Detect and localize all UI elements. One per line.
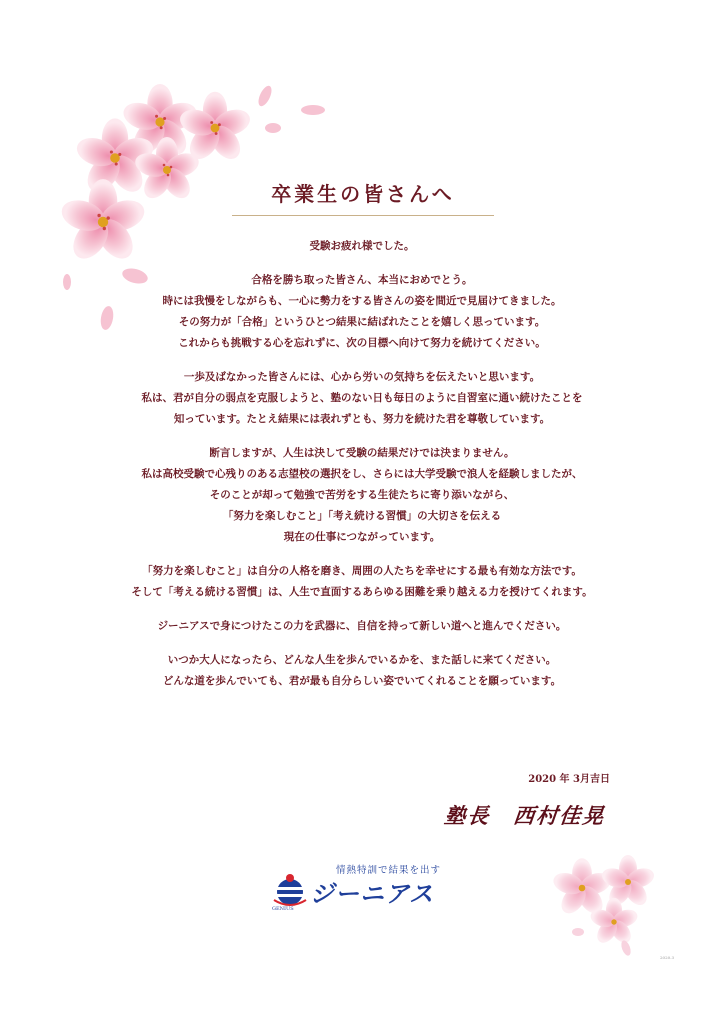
logo-subtext: GENIUS xyxy=(272,906,294,912)
paragraph xyxy=(70,650,654,692)
text-line: どんな道を歩んでいても、君が最も自分らしい姿でいてくれることを願っています。 xyxy=(162,675,562,687)
paragraph xyxy=(70,616,654,637)
blossom-flower xyxy=(600,855,657,909)
page-title: 卒業生の皆さんへ xyxy=(271,182,455,206)
signature: 塾長 西村佳晃 xyxy=(443,803,607,828)
genius-logo xyxy=(272,862,472,912)
cherry-blossom-decoration-bottom xyxy=(548,850,658,960)
blossom-petal xyxy=(572,928,584,936)
paragraph xyxy=(70,443,654,548)
text-line: 合格を勝ち取った皆さん、本当におめでとう。 xyxy=(251,274,473,286)
letter-date: 2020 年 3月吉日 xyxy=(528,774,610,785)
text-line: これからも挑戦する心を忘れずに、次の目標へ向けて努力を続けてください。 xyxy=(178,337,546,349)
logo-wordmark: ジーニアス xyxy=(310,880,435,908)
logo-emblem-icon xyxy=(272,870,308,910)
text-line: その努力が「合格」というひとつ結果に結ばれたことを嬉しく思っています。 xyxy=(178,316,546,328)
text-line: 私は高校受験で心残りのある志望校の選択をし、さらには大学受験で浪人を経験しましたが、 xyxy=(141,468,583,480)
text-line: 「努力を楽しむこと」「考え続ける習慣」の大切さを伝える xyxy=(222,510,502,522)
text-line: 断言しますが、人生は決して受験の結果だけでは決まりません。 xyxy=(209,447,515,459)
text-line: 現在の仕事につながっています。 xyxy=(283,531,441,543)
text-line: 受験お疲れ様でした。 xyxy=(309,240,415,252)
logo-tagline: 情熱特訓で結果を出す xyxy=(336,865,442,876)
text-line: 私は、君が自分の弱点を克服しようと、塾のない日も毎日のように自習室に通い続けたことを xyxy=(141,392,583,404)
paragraph xyxy=(70,236,654,257)
text-line: そのことが却って勉強で苦労をする生徒たちに寄り添いながら、 xyxy=(209,489,515,501)
blossom-petal xyxy=(265,123,281,133)
paragraph xyxy=(70,561,654,603)
letter-body xyxy=(70,236,654,705)
footer-code: 2020.3 xyxy=(660,955,674,960)
text-line: 「努力を楽しむこと」は自分の人格を磨き、周囲の人たちを幸せにする最も有効な方法です。 xyxy=(142,565,582,577)
blossom-petal xyxy=(301,105,325,115)
paragraph xyxy=(70,270,654,354)
text-line: 時には我慢をしながらも、一心に勢力をする皆さんの姿を間近で見届けてきました。 xyxy=(162,295,562,307)
paragraph xyxy=(70,367,654,430)
title-divider xyxy=(232,215,494,216)
text-line: いつか大人になったら、どんな人生を歩んでいるかを、また話しに来てください。 xyxy=(167,654,557,666)
text-line: 知っています。たとえ結果には表れずとも、努力を続けた君を尊敬しています。 xyxy=(173,413,551,425)
text-line: ジーニアスで身につけたこの力を武器に、自信を持って新しい道へと進んでください。 xyxy=(157,620,567,632)
blossom-flower xyxy=(551,858,614,918)
text-line: 一歩及ばなかった皆さんには、心から労いの気持ちを伝えたいと思います。 xyxy=(183,371,541,383)
blossom-petal xyxy=(256,84,274,108)
text-line: そして「考える続ける習慣」は、人生で直面するあらゆる困難を乗り越える力を授けてくれます。 xyxy=(131,586,593,598)
